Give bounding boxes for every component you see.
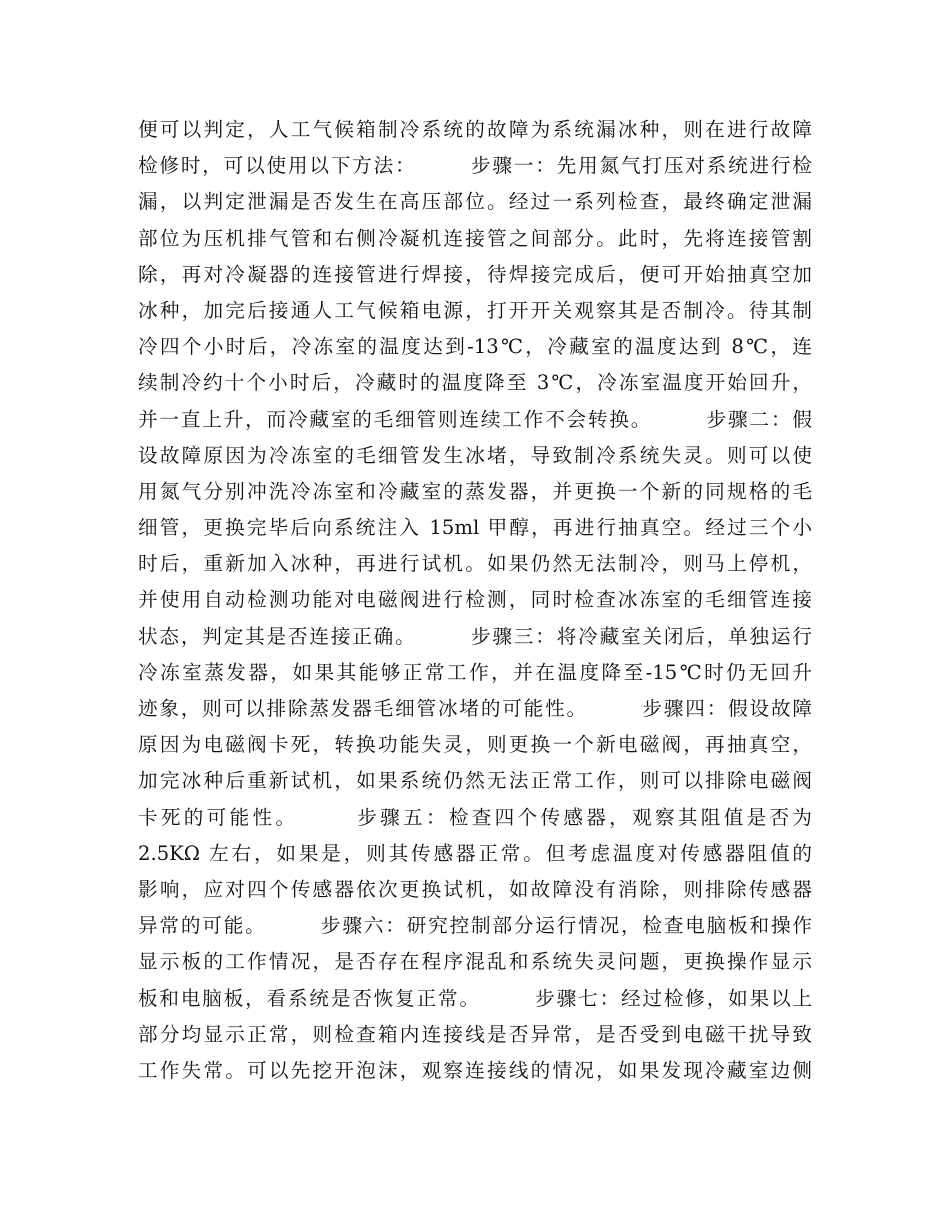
text-line: 细管，更换完毕后向系统注入 15ml 甲醇，再进行抽真空。经过三个小 — [138, 516, 812, 540]
text-line: 冷四个小时后，冷冻室的温度达到-13℃，冷藏室的温度达到 8℃，连 — [138, 335, 812, 359]
text-line: 迹象，则可以排除蒸发器毛细管冰堵的可能性。 步骤四：假设故障 — [138, 697, 812, 720]
text-line: 续制冷约十个小时后，冷藏时的温度降至 3℃，冷冻室温度开始回升， — [138, 371, 812, 395]
text-line: 并一直上升，而冷藏室的毛细管则连续工作不会转换。 步骤二：假 — [138, 407, 812, 431]
text-line: 漏，以判定泄漏是否发生在高压部位。经过一系列检查，最终确定泄漏 — [138, 190, 812, 214]
text-line: 检修时，可以使用以下方法： 步骤一：先用氮气打压对系统进行检 — [138, 154, 812, 178]
text-line: 影响，应对四个传感器依次更换试机，如故障没有消除，则排除传感器 — [138, 877, 812, 901]
text-line: 2.5KΩ 左右，如果是，则其传感器正常。但考虑温度对传感器阻值的 — [138, 841, 812, 865]
body-text — [138, 112, 812, 1089]
text-line: 部分均显示正常，则检查箱内连接线是否异常，是否受到电磁干扰导致 — [138, 1022, 812, 1046]
text-line: 异常的可能。 步骤六：研究控制部分运行情况，检查电脑板和操作 — [138, 914, 812, 938]
text-line: 设故障原因为冷冻室的毛细管发生冰堵，导致制冷系统失灵。则可以使 — [138, 443, 812, 467]
text-line: 用氮气分别冲洗冷冻室和冷藏室的蒸发器，并更换一个新的同规格的毛 — [138, 479, 812, 503]
text-line: 并使用自动检测功能对电磁阀进行检测，同时检查冰冻室的毛细管连接 — [138, 588, 812, 612]
text-line: 加完冰种后重新试机，如果系统仍然无法正常工作，则可以排除电磁阀 — [138, 769, 812, 793]
text-line: 卡死的可能性。 步骤五：检查四个传感器，观察其阻值是否为 — [138, 805, 812, 829]
text-line: 部位为压机排气管和右侧冷凝机连接管之间部分。此时，先将连接管割 — [138, 226, 812, 250]
text-line: 原因为电磁阀卡死，转换功能失灵，则更换一个新电磁阀，再抽真空， — [138, 733, 812, 757]
text-line: 板和电脑板，看系统是否恢复正常。 步骤七：经过检修，如果以上 — [138, 986, 812, 1010]
text-line: 便可以判定，人工气候箱制冷系统的故障为系统漏冰种，则在进行故障 — [138, 118, 812, 141]
text-line: 状态，判定其是否连接正确。 步骤三：将冷藏室关闭后，单独运行 — [138, 624, 812, 648]
text-line: 冷冻室蒸发器，如果其能够正常工作，并在温度降至-15℃时仍无回升 — [138, 660, 812, 684]
text-line: 除，再对冷凝器的连接管进行焊接，待焊接完成后，便可开始抽真空加 — [138, 262, 812, 286]
text-line: 冰种，加完后接通人工气候箱电源，打开开关观察其是否制冷。待其制 — [138, 298, 812, 322]
text-line: 显示板的工作情况，是否存在程序混乱和系统失灵问题，更换操作显示 — [138, 950, 812, 974]
text-line: 时后，重新加入冰种，再进行试机。如果仍然无法制冷，则马上停机， — [138, 552, 812, 576]
text-line: 工作失常。可以先挖开泡沫，观察连接线的情况，如果发现冷藏室边侧 — [138, 1058, 812, 1082]
